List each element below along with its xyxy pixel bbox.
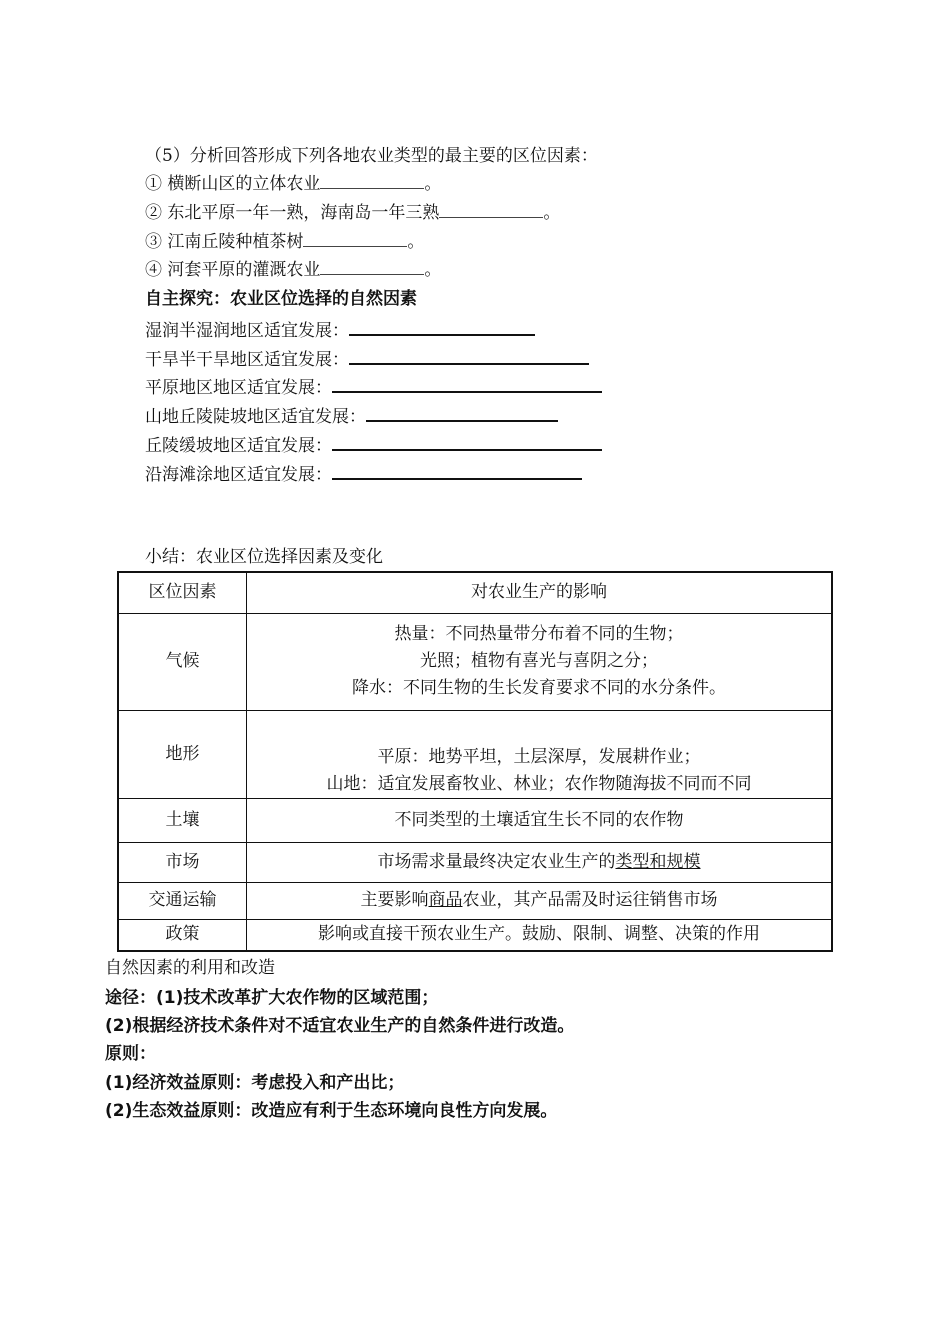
impact-cell: 热量：不同热量带分布着不同的生物； 光照；植物有喜光与喜阴之分； 降水：不同生物的生长发育要求不同的水分条件。 (247, 613, 833, 710)
impact-cell: 市场需求量最终决定农业生产的类型和规模 (247, 842, 833, 882)
transform-principle-2: (2)生态效益原则：改造应有利于生态环境向良性方向发展。 (105, 1101, 558, 1121)
inquiry-item-4: 山地丘陵陡坡地区适宜发展： (145, 402, 558, 429)
question5-item-2: ② 东北平原一年一熟，海南岛一年三熟 。 (145, 203, 561, 223)
answer-blank[interactable] (320, 172, 424, 189)
table-header-row (118, 572, 832, 613)
question5-item-1: ① 横断山区的立体农业 。 (145, 174, 442, 194)
factor-cell: 交通运输 (118, 882, 247, 919)
summary-table (117, 571, 833, 952)
table-row-terrain (118, 710, 832, 798)
answer-blank[interactable] (332, 373, 602, 393)
impact-cell: 不同类型的土壤适宜生长不同的农作物 (247, 798, 833, 842)
answer-blank[interactable] (303, 230, 407, 247)
table-row-transport (118, 882, 832, 919)
inquiry-item-3: 平原地区地区适宜发展： (145, 373, 602, 400)
table-row-soil (118, 798, 832, 842)
answer-blank[interactable] (320, 258, 424, 275)
answer-blank[interactable] (332, 431, 602, 451)
transform-path-1: 途径：(1)技术改革扩大农作物的区域范围； (105, 988, 439, 1008)
inquiry-item-2: 干旱半干旱地区适宜发展： (145, 345, 589, 372)
inquiry-item-6: 沿海滩涂地区适宜发展： (145, 460, 582, 487)
transform-title: 自然因素的利用和改造 (105, 958, 275, 978)
answer-blank[interactable] (366, 402, 558, 422)
table-row-policy (118, 919, 832, 951)
inquiry-item-5: 丘陵缓坡地区适宜发展： (145, 431, 602, 458)
question5-title: （5）分析回答形成下列各地农业类型的最主要的区位因素： (145, 146, 598, 166)
impact-cell: 主要影响商品农业，其产品需及时运往销售市场 (247, 882, 833, 919)
inquiry-heading: 自主探究：农业区位选择的自然因素 (145, 289, 417, 309)
factor-cell: 市场 (118, 842, 247, 882)
header-impact: 对农业生产的影响 (247, 572, 833, 613)
transform-principle: 原则： (105, 1044, 156, 1064)
answer-blank[interactable] (349, 316, 535, 336)
transform-path-2: (2)根据经济技术条件对不适宜农业生产的自然条件进行改造。 (105, 1016, 575, 1036)
summary-title: 小结：农业区位选择因素及变化 (145, 547, 383, 567)
factor-cell: 政策 (118, 919, 247, 951)
header-factor: 区位因素 (118, 572, 247, 613)
transform-principle-1: (1)经济效益原则：考虑投入和产出比； (105, 1073, 405, 1093)
table-row-market (118, 842, 832, 882)
answer-blank[interactable] (332, 460, 582, 480)
answer-blank[interactable] (439, 201, 543, 218)
impact-cell: 平原：地势平坦，土层深厚，发展耕作业； 山地：适宜发展畜牧业、林业；农作物随海拔不同而不同 (247, 710, 833, 798)
factor-cell: 地形 (118, 710, 247, 798)
question5-item-3: ③ 江南丘陵种植茶树 。 (145, 232, 425, 252)
question5-item-4: ④ 河套平原的灌溉农业 。 (145, 260, 442, 280)
factor-cell: 气候 (118, 613, 247, 710)
table-row-climate (118, 613, 832, 710)
answer-blank[interactable] (349, 345, 589, 365)
inquiry-item-1: 湿润半湿润地区适宜发展： (145, 316, 535, 343)
impact-cell: 影响或直接干预农业生产。鼓励、限制、调整、决策的作用 (247, 919, 833, 951)
factor-cell: 土壤 (118, 798, 247, 842)
